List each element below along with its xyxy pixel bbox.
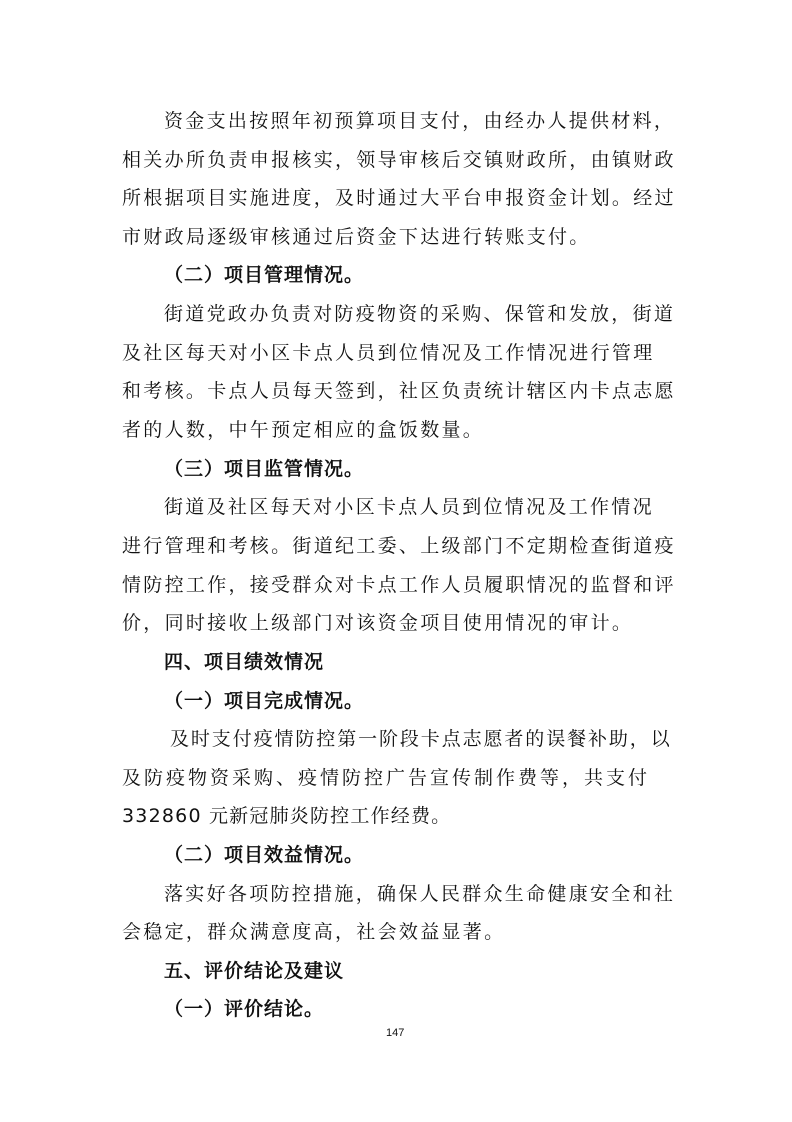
- page-number: 147: [386, 1027, 405, 1039]
- chapter-heading: 四、项目绩效情况: [164, 651, 325, 673]
- chapter-heading: 五、评价结论及建议: [164, 960, 345, 982]
- paragraph-line: 落实好各项防控措施，确保人民群众生命健康安全和社: [164, 883, 676, 905]
- paragraph-line: 价，同时接收上级部门对该资金项目使用情况的审计。: [122, 612, 634, 634]
- paragraph-line: 相关办所负责申报核实，领导审核后交镇财政所，由镇财政: [122, 149, 676, 171]
- paragraph-line: 进行管理和考核。街道纪工委、上级部门不定期检查街道疫: [122, 535, 676, 557]
- section-heading: （三）项目监管情况。: [164, 458, 365, 480]
- paragraph-line: 者的人数，中午预定相应的盒饭数量。: [122, 419, 485, 441]
- paragraph-line: 街道党政办负责对防疫物资的采购、保管和发放，街道: [164, 303, 676, 325]
- paragraph-line: 市财政局逐级审核通过后资金下达进行转账支付。: [122, 226, 591, 248]
- paragraph-line: 332860 元新冠肺炎防控工作经费。: [122, 805, 452, 827]
- paragraph-line: 会稳定，群众满意度高，社会效益显著。: [122, 921, 506, 943]
- section-heading: （二）项目效益情况。: [164, 844, 365, 866]
- paragraph-line: 及社区每天对小区卡点人员到位情况及工作情况进行管理: [122, 342, 655, 364]
- section-heading: （一）项目完成情况。: [164, 690, 365, 712]
- paragraph-line: 和考核。卡点人员每天签到，社区负责统计辖区内卡点志愿: [122, 380, 676, 402]
- paragraph-line: 街道及社区每天对小区卡点人员到位情况及工作情况: [164, 496, 654, 518]
- paragraph-line: 资金支出按照年初预算项目支付，由经办人提供材料，: [164, 110, 676, 132]
- paragraph-line: 及防疫物资采购、疫情防控广告宣传制作费等，共支付: [122, 767, 651, 789]
- paragraph-line: 所根据项目实施进度，及时通过大平台申报资金计划。经过: [122, 187, 676, 209]
- paragraph-line: 及时支付疫情防控第一阶段卡点志愿者的误餐补助，以: [170, 728, 672, 750]
- section-heading: （一）评价结论。: [164, 998, 325, 1020]
- paragraph-line: 情防控工作，接受群众对卡点工作人员履职情况的监督和评: [122, 574, 676, 596]
- section-heading: （二）项目管理情况。: [164, 264, 365, 286]
